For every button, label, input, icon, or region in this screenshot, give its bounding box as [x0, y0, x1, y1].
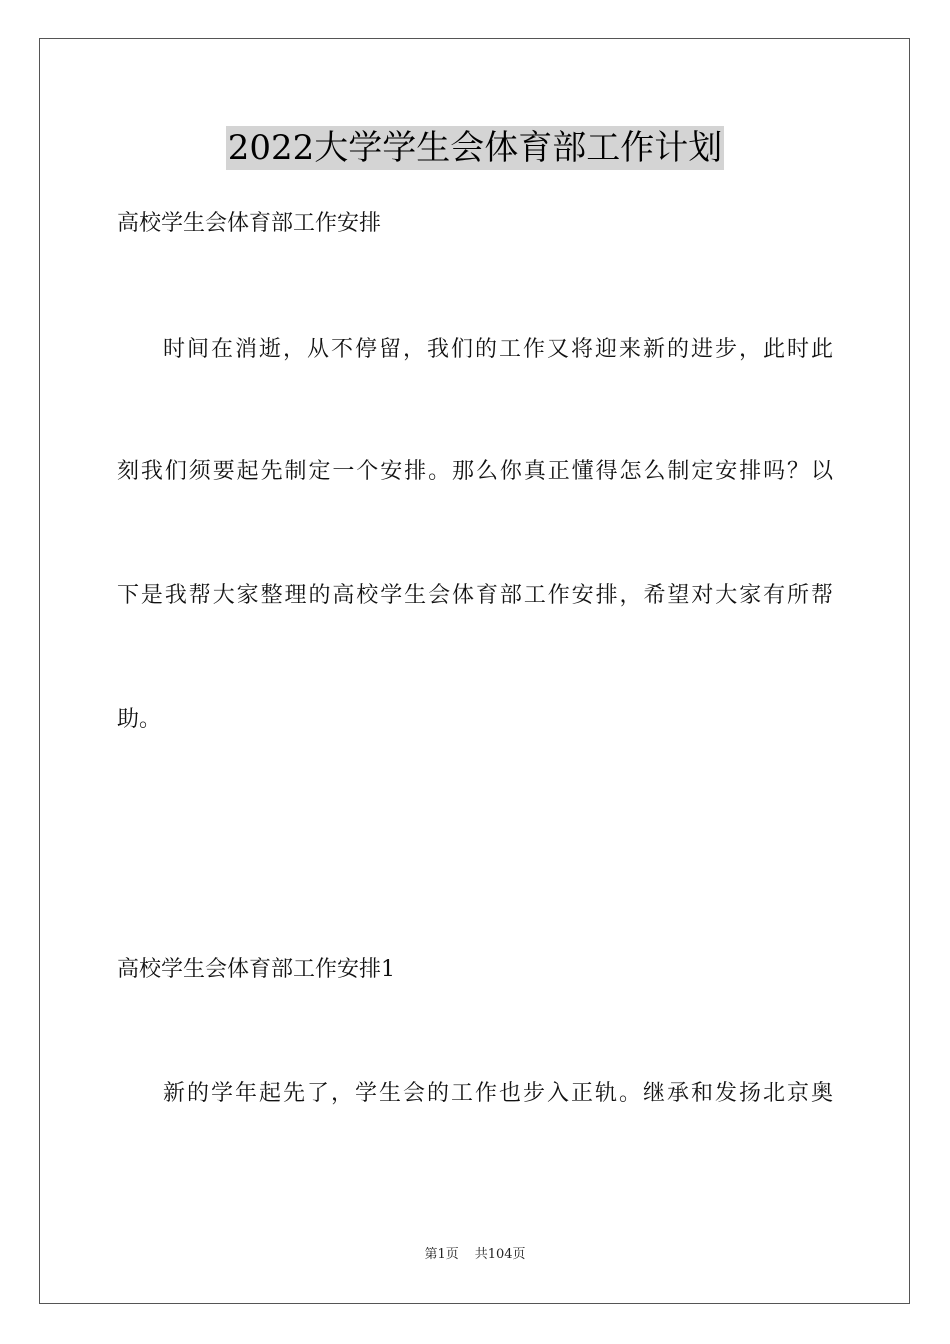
- page-footer: [0, 1246, 950, 1264]
- paragraph-line: 助。: [117, 707, 162, 732]
- title-container: [0, 126, 950, 170]
- paragraph-line: 下是我帮大家整理的高校学生会体育部工作安排，希望对大家有所帮: [117, 583, 833, 608]
- page-total: 共104页: [474, 1247, 526, 1262]
- paragraph-line: 新的学年起先了，学生会的工作也步入正轨。继承和发扬北京奥: [163, 1081, 833, 1106]
- page-number: 第1页: [424, 1247, 459, 1262]
- paragraph-line: 刻我们须要起先制定一个安排。那么你真正懂得怎么制定安排吗？以: [117, 459, 833, 484]
- paragraph-line: 时间在消逝，从不停留，我们的工作又将迎来新的进步，此时此: [163, 337, 833, 362]
- section-heading: 高校学生会体育部工作安排1: [117, 957, 395, 982]
- document-title: 2022大学学生会体育部工作计划: [227, 128, 723, 168]
- section-heading: 高校学生会体育部工作安排: [117, 211, 382, 236]
